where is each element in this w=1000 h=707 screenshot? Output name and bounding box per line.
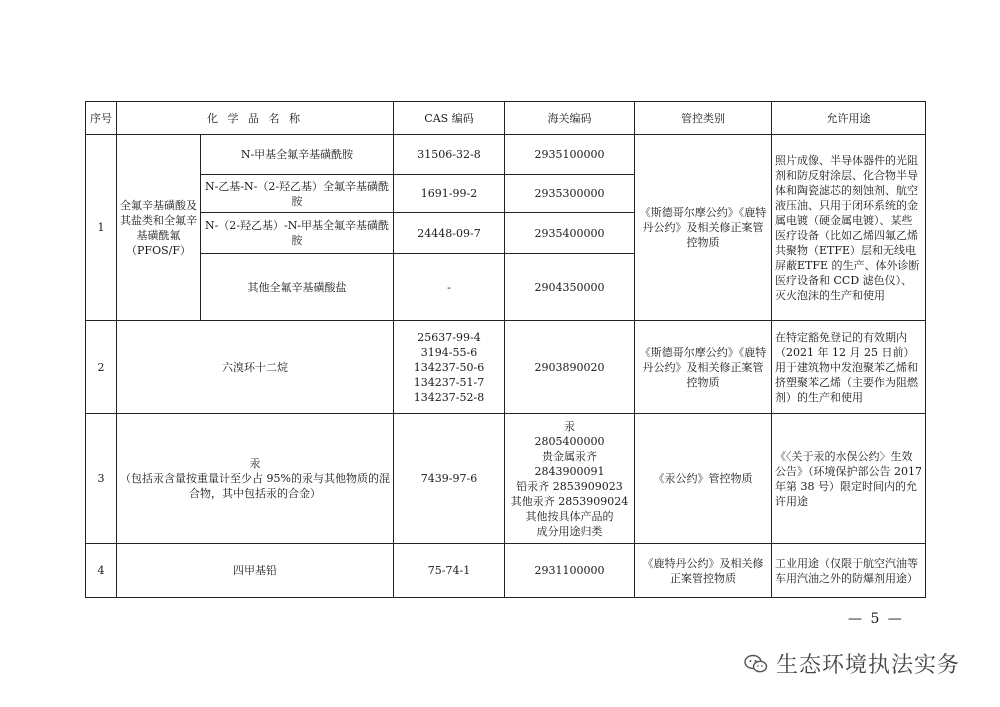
- row3-name: [117, 414, 394, 544]
- table-row: [86, 135, 926, 175]
- header-control: 管控类别: [635, 102, 772, 135]
- row3-cas: 7439-97-6: [394, 414, 505, 544]
- row3-customs-line: 其他按具体产品的: [525, 509, 614, 523]
- row1-item2-cas: 1691-99-2: [394, 175, 505, 213]
- row2-use: 在特定豁免登记的有效期内（2021 年 12 月 25 日前）用于建筑物中发泡聚苯乙烯和挤塑聚苯乙烯（主要作为阻燃剂）的生产和使用: [772, 321, 926, 414]
- row2-cas-line: 25637-99-4: [417, 330, 481, 344]
- watermark-text: 生态环境执法实务: [776, 653, 961, 678]
- row2-name: 六溴环十二烷: [117, 321, 394, 414]
- row2-cas-line: 3194-55-6: [420, 345, 478, 359]
- row1-seq: 1: [86, 135, 117, 321]
- row4-customs: 2931100000: [505, 544, 635, 598]
- row4-name: 四甲基铅: [117, 544, 394, 598]
- row4-use: 工业用途（仅限于航空汽油等车用汽油之外的防爆剂用途）: [772, 544, 926, 598]
- wechat-icon: [744, 654, 768, 674]
- row2-control: 《斯德哥尔摩公约》《鹿特丹公约》及相关修正案管控物质: [635, 321, 772, 414]
- row3-customs-line: 2805400000: [534, 434, 605, 448]
- row1-item2-name: N-乙基-N-（2-羟乙基）全氟辛基磺酰胺: [201, 175, 394, 213]
- row3-customs-line: 成分用途归类: [536, 524, 603, 538]
- header-name: 化 学 品 名 称: [117, 102, 394, 135]
- header-cas: CAS 编码: [394, 102, 505, 135]
- row4-control: 《鹿特丹公约》及相关修正案管控物质: [635, 544, 772, 598]
- row1-item1-name: N-甲基全氟辛基磺酰胺: [201, 135, 394, 175]
- row3-customs-line: 其他汞齐 2853909024: [510, 494, 629, 508]
- row2-seq: 2: [86, 321, 117, 414]
- table-row: [86, 544, 926, 598]
- row1-item4-cas: -: [394, 254, 505, 321]
- row1-item1-customs: 2935100000: [505, 135, 635, 175]
- header-customs: 海关编码: [505, 102, 635, 135]
- row3-customs-line: 2843900091: [534, 464, 605, 478]
- header-use: 允许用途: [772, 102, 926, 135]
- row2-cas-line: 134237-51-7: [413, 375, 485, 389]
- table-row: [86, 321, 926, 414]
- row3-customs-line: 贵金属汞齐: [542, 449, 597, 463]
- row4-cas: 75-74-1: [394, 544, 505, 598]
- row2-cas: [394, 321, 505, 414]
- row1-item4-name: 其他全氟辛基磺酸盐: [201, 254, 394, 321]
- row3-customs-line: 铅汞齐 2853909023: [516, 479, 623, 493]
- page-number: — 5 —: [848, 611, 904, 627]
- row3-name-main: 汞: [249, 457, 261, 470]
- row1-item3-name: N-（2-羟乙基）-N-甲基全氟辛基磺酰胺: [201, 213, 394, 254]
- row2-cas-line: 134237-52-8: [413, 390, 485, 404]
- row3-control: 《汞公约》管控物质: [635, 414, 772, 544]
- row1-group-name: 全氟辛基磺酸及其盐类和全氟辛基磺酰氟（PFOS/F）: [117, 135, 201, 321]
- row1-item3-cas: 24448-09-7: [394, 213, 505, 254]
- table-row: [86, 414, 926, 544]
- chemicals-table: [85, 101, 926, 598]
- row1-item1-cas: 31506-32-8: [394, 135, 505, 175]
- row3-seq: 3: [86, 414, 117, 544]
- row1-item4-customs: 2904350000: [505, 254, 635, 321]
- row2-cas-line: 134237-50-6: [413, 360, 485, 374]
- row3-customs-line: 汞: [564, 419, 575, 433]
- row3-use: 《〈关于汞的水俣公约〉生效公告》（环境保护部公告 2017 年第 38 号）限定时间内的允许用途: [772, 414, 926, 544]
- row1-item2-customs: 2935300000: [505, 175, 635, 213]
- header-seq: 序号: [86, 102, 117, 135]
- row1-use: 照片成像、半导体器件的光阻剂和防反射涂层、化合物半导体和陶瓷滤芯的刻蚀剂、航空液压油、只用于闭环系统的金属电镀（硬金属电镀）、某些医疗设备（比如乙烯四氟乙烯共聚物（ETFE）层和无线电屏蔽ETFE 的生产、体外诊断医疗设备和 CCD 滤色仪）、灭火泡沫的生产和使用: [772, 135, 926, 321]
- row4-seq: 4: [86, 544, 117, 598]
- header-row: [86, 102, 926, 135]
- row3-customs: [505, 414, 635, 544]
- watermark: [744, 648, 960, 679]
- row1-control: 《斯德哥尔摩公约》《鹿特丹公约》及相关修正案管控物质: [635, 135, 772, 321]
- row1-item3-customs: 2935400000: [505, 213, 635, 254]
- row2-customs: 2903890020: [505, 321, 635, 414]
- row3-name-note: （包括汞含量按重量计至少占 95%的汞与其他物质的混合物，其中包括汞的合金）: [120, 472, 390, 500]
